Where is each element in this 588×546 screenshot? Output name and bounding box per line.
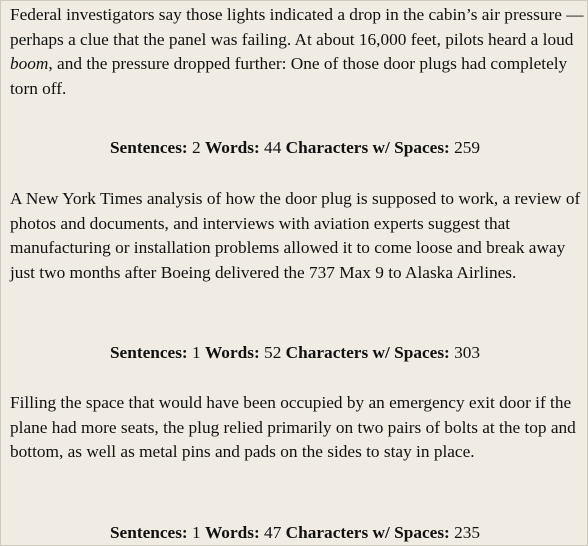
paragraph-1-emphasis: boom (10, 54, 49, 74)
words-label: Words: (204, 138, 260, 157)
words-label: Words: (204, 343, 260, 362)
characters-count: 303 (454, 343, 481, 362)
paragraph-1-text-a: Federal investigators say those lights indicated a drop in the cabin’s air pressure — perhaps a clue that the panel was failing. At about 16,000 feet, pilots heard a loud (10, 5, 584, 49)
words-count: 47 (264, 523, 282, 542)
paragraph-1-text-b: , and the pressure dropped further: One of those door plugs had completely torn off. (10, 54, 568, 99)
sentences-count: 2 (192, 138, 201, 157)
sentences-label: Sentences: (109, 523, 188, 542)
characters-label: Characters w/ Spaces: (285, 343, 450, 362)
document-body (1, 1, 587, 545)
characters-label: Characters w/ Spaces: (285, 138, 450, 157)
words-count: 52 (264, 343, 282, 362)
characters-label: Characters w/ Spaces: (285, 523, 450, 542)
words-count: 44 (264, 138, 282, 157)
stats-line-1 (1, 136, 588, 160)
sentences-label: Sentences: (109, 343, 188, 362)
paragraph-2: A New York Times analysis of how the door plug is supposed to work, a review of photos and documents, and interviews with aviation experts suggest that manufacturing or installation problems allowed it to come loose and break away just two months after Boeing delivered the 737 Max 9 to Alaska Airlines. (10, 189, 581, 283)
characters-count: 259 (454, 138, 481, 157)
words-label: Words: (204, 523, 260, 542)
stats-line-3 (1, 521, 588, 545)
sentences-count: 1 (192, 343, 201, 362)
sentences-label: Sentences: (109, 138, 188, 157)
paragraph-1 (10, 3, 584, 102)
sentences-count: 1 (192, 523, 201, 542)
paragraph-3: Filling the space that would have been occupied by an emergency exit door if the plane had more seats, the plug relied primarily on two pairs of bolts at the top and bottom, as well as metal pins and pads on the sides to stay in place. (10, 393, 576, 462)
characters-count: 235 (454, 523, 481, 542)
stats-line-2 (1, 341, 588, 365)
